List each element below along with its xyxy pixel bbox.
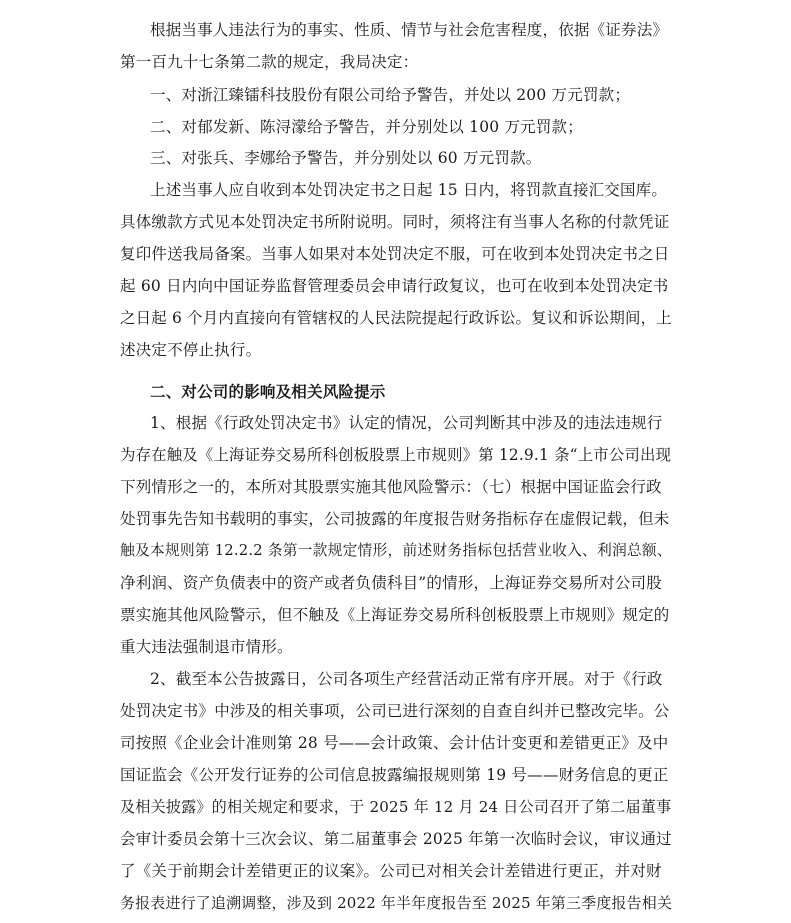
paragraph-line: 会审计委员会第十三次会议、第二届董事会 2025 年第一次临时会议，审议通过	[120, 830, 672, 848]
paragraph-line: 处罚决定书》中涉及的相关事项，公司已进行深刻的自查自纠并已整改完毕。公	[120, 702, 670, 720]
paragraph-line: 了《关于前期会计差错更正的议案》。公司已对相关会计差错进行更正，并对财	[120, 862, 662, 880]
paragraph-line: 重大违法强制退市情形。	[120, 638, 293, 656]
paragraph-line: 及相关披露》的相关规定和要求，于 2025 年 12 月 24 日公司召开了第二届董事	[120, 798, 672, 816]
section-heading: 二、对公司的影响及相关风险提示	[150, 382, 386, 401]
paragraph-line: 述决定不停止执行。	[120, 341, 262, 359]
decision-item: 一、对浙江臻镭科技股份有限公司给予警告，并处以 200 万元罚款；	[150, 86, 631, 104]
paragraph-line: 具体缴款方式见本处罚决定书所附说明。同时，须将注有当事人名称的付款凭证	[120, 213, 670, 231]
paragraph-line: 净利润、资产负债表中的资产或者负债科目”的情形，上海证券交易所对公司股	[120, 574, 662, 592]
decision-item: 三、对张兵、李娜给予警告，并分别处以 60 万元罚款。	[150, 149, 542, 167]
paragraph-line: 根据当事人违法行为的事实、性质、情节与社会危害程度，依据《证券法》	[150, 21, 669, 39]
paragraph-line: 票实施其他风险警示，但不触及《上海证券交易所科创板股票上市规则》规定的	[120, 606, 670, 624]
paragraph-line: 2、截至本公告披露日，公司各项生产经营活动正常有序开展。对于《行政	[150, 670, 663, 688]
paragraph-line: 为存在触及《上海证券交易所科创板股票上市规则》第 12.9.1 条“上市公司出现	[120, 446, 672, 464]
paragraph-line: 处罚事先告知书载明的事实，公司披露的年度报告财务指标存在虚假记载，但未	[120, 510, 670, 528]
paragraph-line: 司按照《企业会计准则第 28 号——会计政策、会计估计变更和差错更正》及中	[120, 734, 669, 752]
paragraph-line: 触及本规则第 12.2.2 条第一款规定情形，前述财务指标包括营业收入、利润总额、	[120, 542, 672, 559]
paragraph-line: 起 60 日内向中国证券监督管理委员会申请行政复议，也可在收到本处罚决定书	[120, 277, 669, 295]
paragraph-line: 下列情形之一的，本所对其股票实施其他风险警示：（七）根据中国证监会行政	[120, 478, 662, 496]
paragraph-line: 国证监会《公开发行证券的公司信息披露编报规则第 19 号——财务信息的更正	[120, 766, 669, 784]
paragraph-line: 第一百九十七条第二款的规定，我局决定：	[120, 53, 419, 71]
paragraph-line: 之日起 6 个月内直接向有管辖权的人民法院提起行政诉讼。复议和诉讼期间，上	[120, 309, 672, 327]
paragraph-line: 1、根据《行政处罚决定书》认定的情况，公司判断其中涉及的违法违规行	[150, 414, 663, 432]
paragraph-line: 复印件送我局备案。当事人如果对本处罚决定不服，可在收到本处罚决定书之日	[120, 245, 670, 263]
paragraph-line: 务报表进行了追溯调整，涉及到 2022 年半年度报告至 2025 年第三季度报告相关	[120, 894, 673, 912]
decision-item: 二、对郁发新、陈浔濛给予警告，并分别处以 100 万元罚款；	[150, 118, 583, 136]
paragraph-line: 上述当事人应自收到本处罚决定书之日起 15 日内，将罚款直接汇交国库。	[150, 181, 668, 199]
